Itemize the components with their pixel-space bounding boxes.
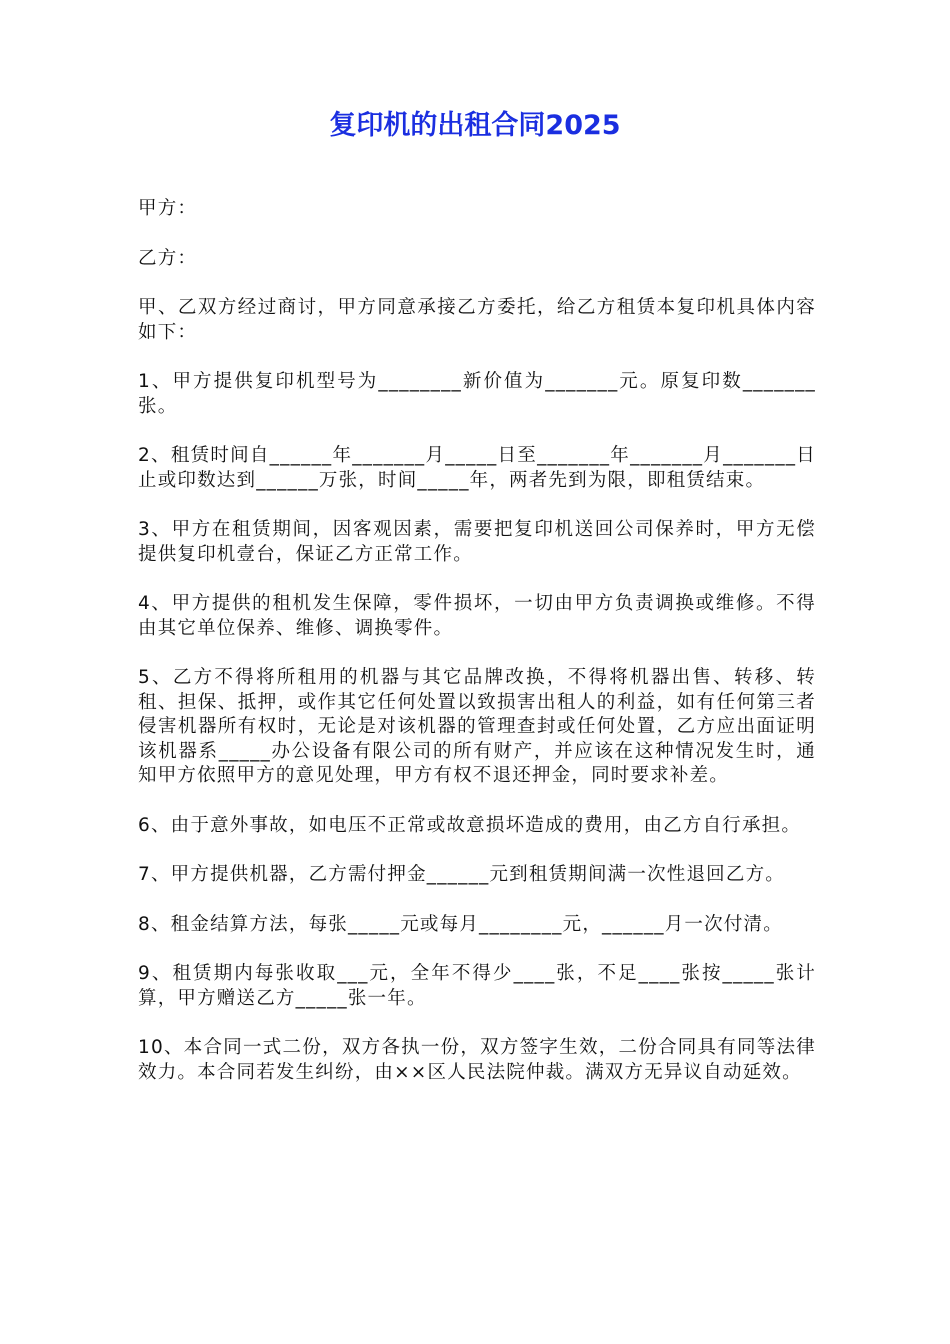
party-a-line: 甲方： bbox=[138, 198, 198, 219]
clause-1: 1、甲方提供复印机型号为________新价值为_______元。原复印数_______张。 bbox=[138, 371, 816, 417]
clause-5: 5、乙方不得将所租用的机器与其它品牌改换，不得将机器出售、转移、转租、担保、抵押，或作其它任何处置以致损害出租人的利益，如有任何第三者侵害机器所有权时，无论是对该机器的管理查封或任何处置，乙方应出面证明该机器系_____办公设备有限公司的所有财产，并应该在这种情况发生时，通知甲方依照甲方的意见处理，甲方有权不退还押金，同时要求补差。 bbox=[138, 667, 816, 786]
clause-6: 6、由于意外事故，如电压不正常或故意损坏造成的费用，由乙方自行承担。 bbox=[138, 814, 802, 836]
clause-2: 2、租赁时间自______年_______月_____日至_______年_______月_______日止或印数达到______万张，时间_____年，两者先到为限，即租赁结束。 bbox=[138, 445, 816, 491]
clause-8: 8、租金结算方法，每张_____元或每月________元，______月一次付清。 bbox=[138, 913, 783, 935]
clause-10: 10、本合同一式二份，双方各执一份，双方签字生效，二份合同具有同等法律效力。本合同若发生纠纷，由××区人民法院仲裁。满双方无异议自动延效。 bbox=[138, 1037, 816, 1083]
clause-3: 3、甲方在租赁期间，因客观因素，需要把复印机送回公司保养时，甲方无偿提供复印机壹台，保证乙方正常工作。 bbox=[138, 519, 816, 565]
intro-paragraph: 甲、乙双方经过商讨，甲方同意承接乙方委托，给乙方租赁本复印机具体内容如下： bbox=[138, 297, 816, 343]
clause-9: 9、租赁期内每张收取___元，全年不得少____张，不足____张按_____张计算，甲方赠送乙方_____张一年。 bbox=[138, 963, 816, 1009]
contract-body bbox=[138, 197, 816, 1110]
party-b-line: 乙方： bbox=[138, 247, 198, 269]
document-title: 复印机的出租合同2025 bbox=[329, 110, 621, 141]
clause-4: 4、甲方提供的租机发生保障，零件损坏，一切由甲方负责调换或维修。不得由其它单位保养、维修、调换零件。 bbox=[138, 593, 816, 639]
clause-7: 7、甲方提供机器，乙方需付押金______元到租赁期间满一次性退回乙方。 bbox=[138, 864, 785, 885]
